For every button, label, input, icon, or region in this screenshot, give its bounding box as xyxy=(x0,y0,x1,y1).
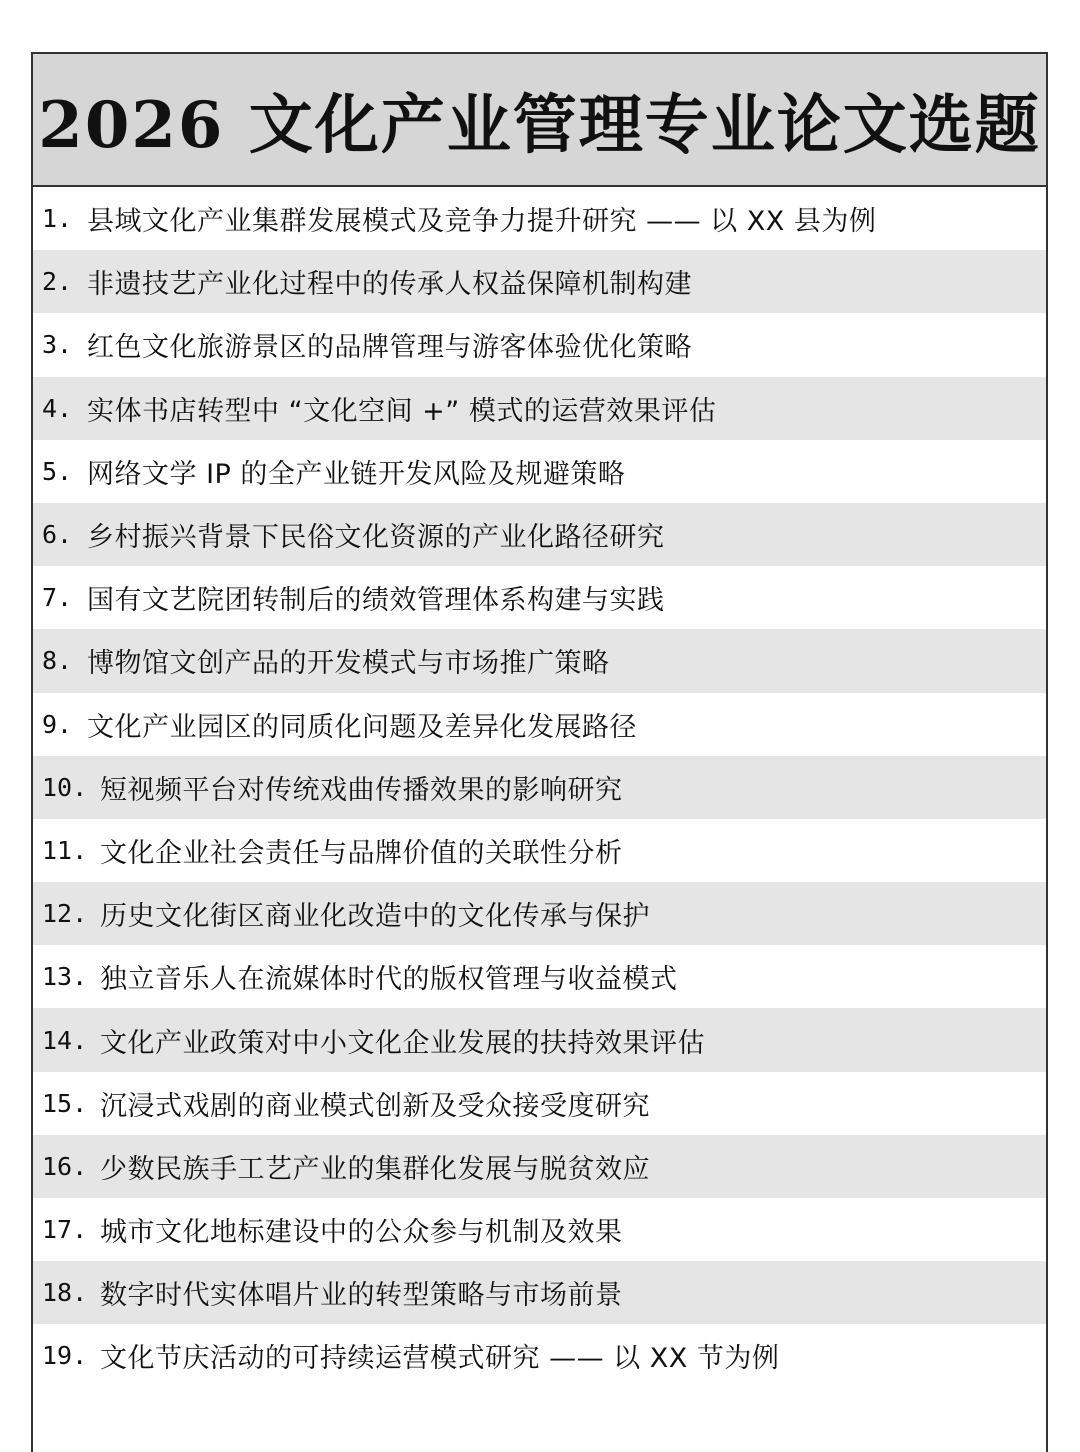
topic-title: 数字时代实体唱片业的转型策略与市场前景 xyxy=(100,1280,623,1312)
topic-item xyxy=(33,693,1046,756)
topic-title: 实体书店转型中 “文化空间 +” 模式的运营效果评估 xyxy=(87,395,717,427)
topic-title: 历史文化街区商业化改造中的文化传承与保护 xyxy=(100,901,650,933)
topic-item xyxy=(33,1198,1046,1261)
topic-number: 8. xyxy=(42,646,73,676)
topic-number: 5. xyxy=(42,456,73,486)
topic-title: 国有文艺院团转制后的绩效管理体系构建与实践 xyxy=(87,585,665,617)
title-bar xyxy=(33,54,1046,187)
topic-sheet xyxy=(31,52,1048,1452)
topic-number: 15. xyxy=(42,1088,88,1118)
topic-item xyxy=(33,313,1046,376)
topic-title: 独立音乐人在流媒体时代的版权管理与收益模式 xyxy=(100,964,678,996)
topic-title: 非遗技艺产业化过程中的传承人权益保障机制构建 xyxy=(87,269,692,301)
topic-number: 16. xyxy=(42,1151,88,1181)
topic-number: 18. xyxy=(42,1278,88,1308)
topic-title: 文化产业园区的同质化问题及差异化发展路径 xyxy=(87,711,637,743)
topic-item xyxy=(33,440,1046,503)
topic-number: 4. xyxy=(42,393,73,423)
topic-title: 文化节庆活动的可持续运营模式研究 —— 以 XX 节为例 xyxy=(100,1343,780,1375)
topic-number: 3. xyxy=(42,330,73,360)
topic-number: 6. xyxy=(42,520,73,550)
topic-item xyxy=(33,250,1046,313)
topic-title: 短视频平台对传统戏曲传播效果的影响研究 xyxy=(100,774,623,806)
topic-item xyxy=(33,1072,1046,1135)
topic-item xyxy=(33,945,1046,1008)
topic-item xyxy=(33,377,1046,440)
topic-number: 2. xyxy=(42,267,73,297)
topic-title: 乡村振兴背景下民俗文化资源的产业化路径研究 xyxy=(87,522,665,554)
topic-number: 11. xyxy=(42,835,88,865)
topic-title: 文化企业社会责任与品牌价值的关联性分析 xyxy=(100,837,623,869)
topic-number: 14. xyxy=(42,1025,88,1055)
topic-title: 少数民族手工艺产业的集群化发展与脱贫效应 xyxy=(100,1153,650,1185)
topic-title: 红色文化旅游景区的品牌管理与游客体验优化策略 xyxy=(87,332,692,364)
topic-item xyxy=(33,1008,1046,1071)
topic-list xyxy=(33,187,1046,1388)
topic-item xyxy=(33,629,1046,692)
topic-title: 城市文化地标建设中的公众参与机制及效果 xyxy=(100,1217,623,1249)
topic-item xyxy=(33,882,1046,945)
topic-item xyxy=(33,503,1046,566)
topic-item xyxy=(33,187,1046,250)
topic-number: 12. xyxy=(42,899,88,929)
topic-number: 10. xyxy=(42,772,88,802)
topic-title: 县域文化产业集群发展模式及竞争力提升研究 —— 以 XX 县为例 xyxy=(87,206,877,238)
topic-item xyxy=(33,1261,1046,1324)
page-title: 2026 文化产业管理专业论文选题 xyxy=(38,87,1041,163)
topic-title: 沉浸式戏剧的商业模式创新及受众接受度研究 xyxy=(100,1090,650,1122)
topic-item xyxy=(33,819,1046,882)
topic-item xyxy=(33,756,1046,819)
topic-number: 9. xyxy=(42,709,73,739)
topic-number: 13. xyxy=(42,962,88,992)
topic-item xyxy=(33,1135,1046,1198)
topic-number: 7. xyxy=(42,583,73,613)
topic-title: 文化产业政策对中小文化企业发展的扶持效果评估 xyxy=(100,1027,705,1059)
topic-item xyxy=(33,566,1046,629)
topic-number: 1. xyxy=(42,204,73,234)
topic-number: 19. xyxy=(42,1341,88,1371)
topic-title: 博物馆文创产品的开发模式与市场推广策略 xyxy=(87,648,610,680)
topic-title: 网络文学 IP 的全产业链开发风险及规避策略 xyxy=(87,458,626,490)
topic-item xyxy=(33,1324,1046,1387)
topic-number: 17. xyxy=(42,1215,88,1245)
